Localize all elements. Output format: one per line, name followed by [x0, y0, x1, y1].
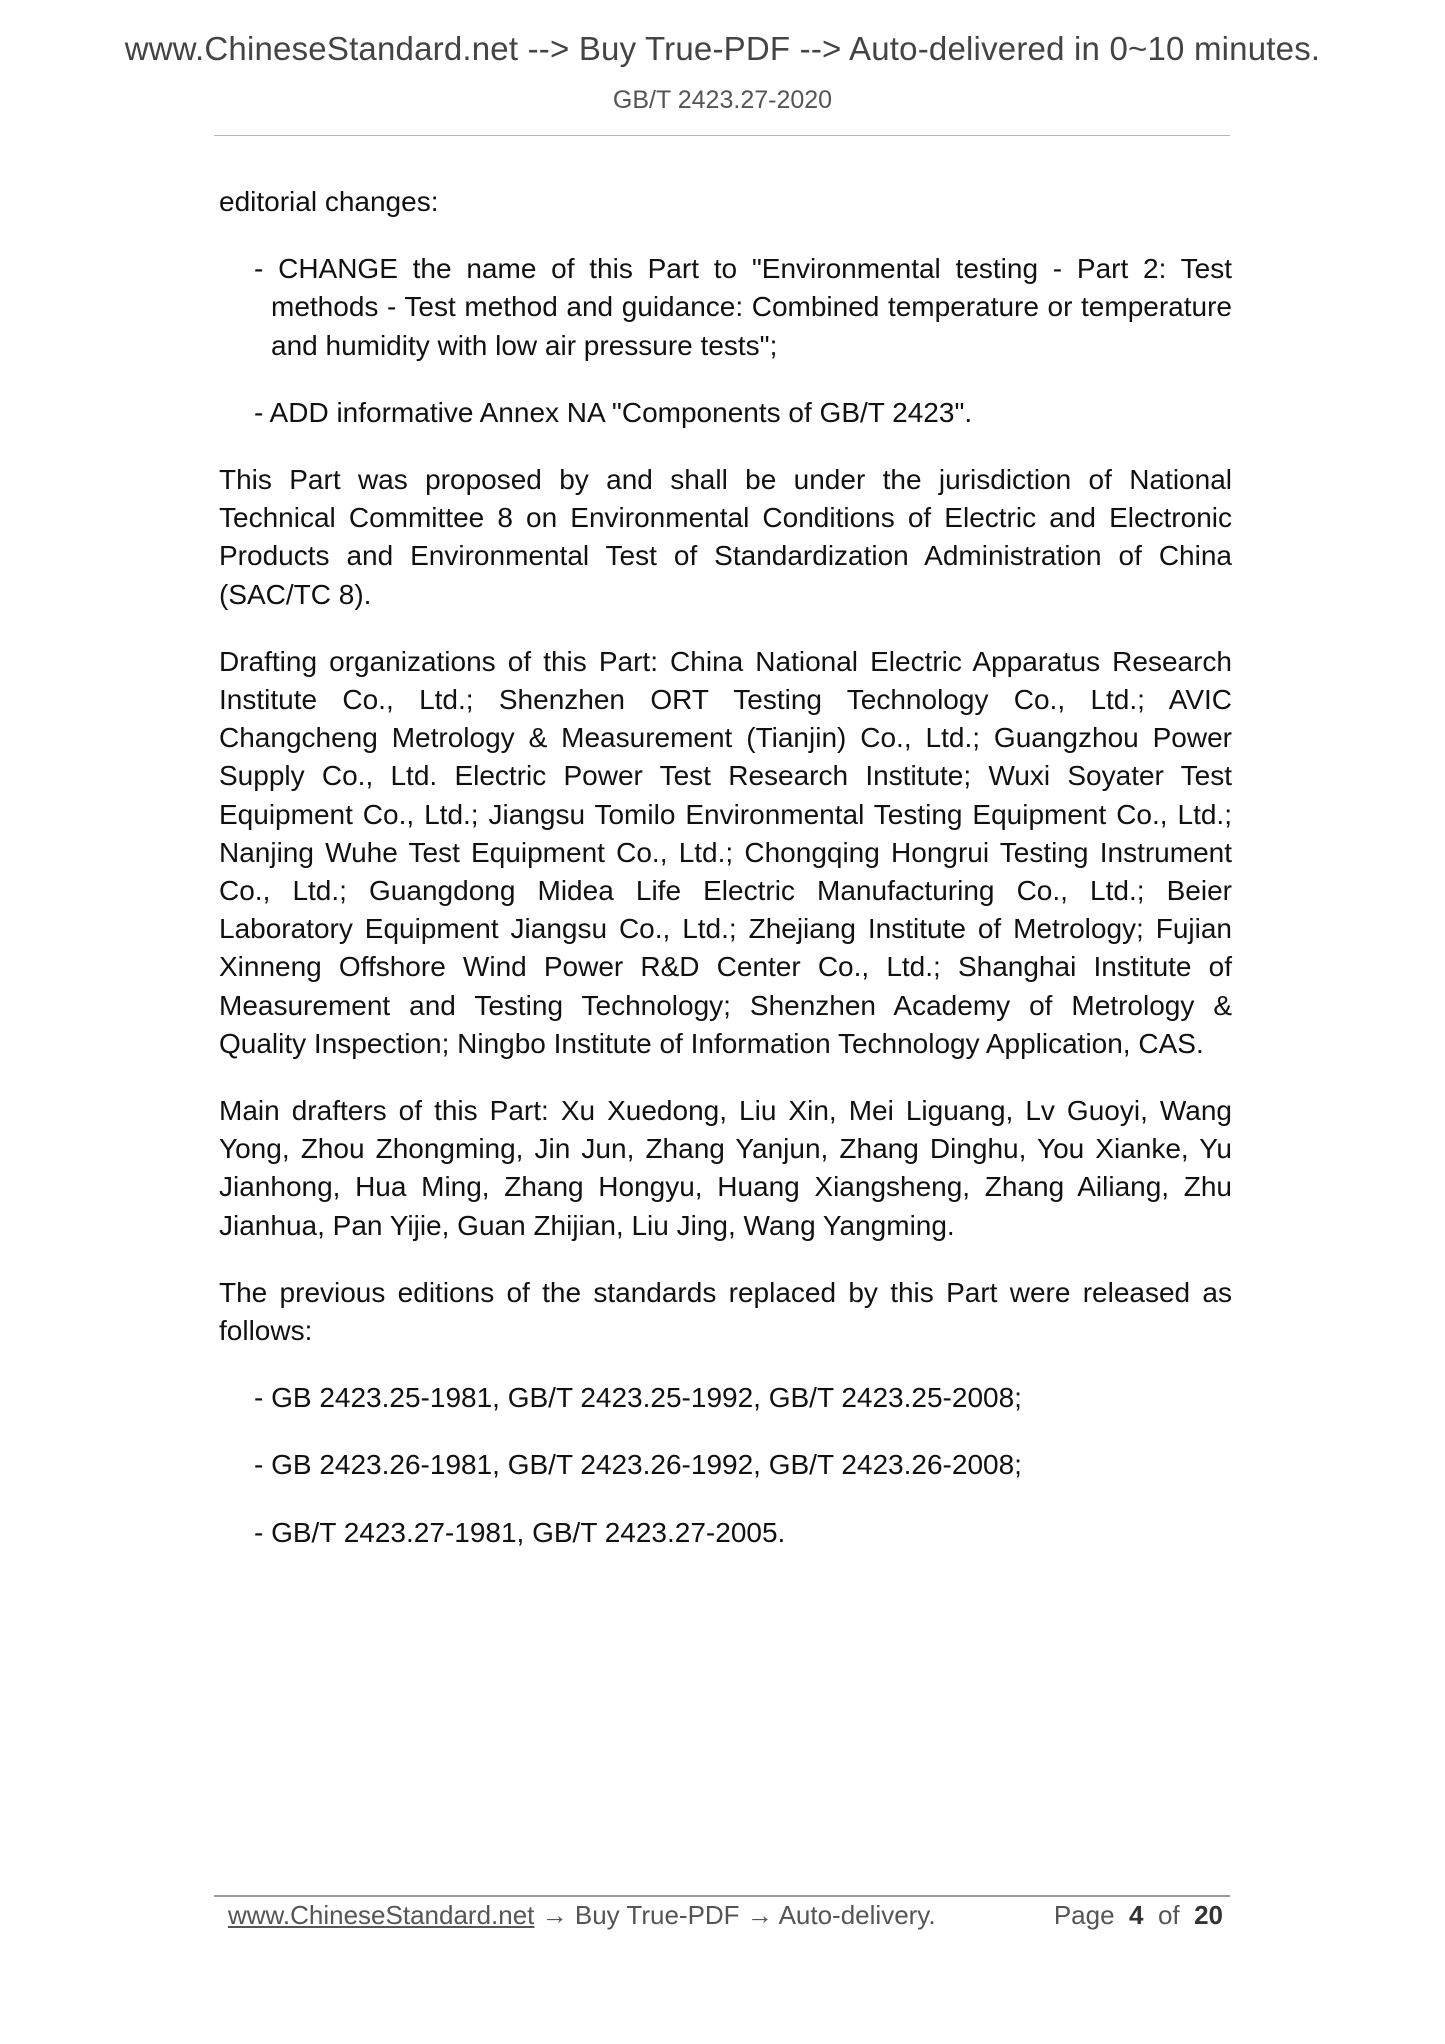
document-code: GB/T 2423.27-2020 — [612, 86, 833, 114]
document-body — [219, 183, 1232, 1581]
previous-edition-item: - GB 2423.25-1981, GB/T 2423.25-1992, GB/T 2423.25-2008; — [254, 1382, 1022, 1414]
previous-editions-intro: The previous editions of the standards replaced by this Part were released as follows: — [219, 1276, 1232, 1347]
previous-edition-item: - GB 2423.26-1981, GB/T 2423.26-1992, GB/T 2423.26-2008; — [254, 1449, 1022, 1481]
proposal-paragraph: This Part was proposed by and shall be under the jurisdiction of National Technical Committee 8 on Environmental Conditions of Electric and Electronic Products and Environmental Test of Standardization Administration of China (SAC/TC 8). — [219, 464, 1232, 610]
editorial-changes-intro: editorial changes: — [219, 186, 439, 217]
previous-edition-item: - GB/T 2423.27-1981, GB/T 2423.27-2005. — [254, 1516, 786, 1548]
change-item-add-annex: - ADD informative Annex NA "Components of GB/T 2423". — [254, 396, 973, 428]
footer-promo-text: → Buy True-PDF → Auto-delivery. — [534, 1900, 936, 1930]
page-total: 20 — [1194, 1900, 1223, 1930]
footer-site-link[interactable]: www.ChineseStandard.net — [228, 1900, 535, 1930]
page-number: 4 — [1129, 1900, 1144, 1930]
of-label: of — [1157, 1900, 1180, 1930]
change-item-rename: - CHANGE the name of this Part to "Environmental testing - Part 2: Test methods - Test method and guidance: Combined temperature or temperature and humidity with low air pressure tests"; — [254, 253, 1232, 361]
main-drafters-paragraph: Main drafters of this Part: Xu Xuedong, Liu Xin, Mei Liguang, Lv Guoyi, Wang Yong, Zhou Zhongming, Jin Jun, Zhang Yanjun, Zhang Dinghu, You Xianke, Yu Jianhong, Hua Ming, Zhang Hongyu, Huang Xiangsheng, Zhang Ailiang, Zhu Jianhua, Pan Yijie, Guan Zhijian, Liu Jing, Wang Yangming. — [219, 1095, 1232, 1241]
footer-divider — [214, 1895, 1230, 1897]
page-label: Page — [1053, 1900, 1115, 1930]
drafting-organizations-paragraph: Drafting organizations of this Part: China National Electric Apparatus Research Institute Co., Ltd.; Shenzhen ORT Testing Technology Co., Ltd.; AVIC Changcheng Metrology & Measurement (Tianjin) Co., Ltd.; Guangzhou Power Supply Co., Ltd. Electric Power Test Research Institute; Wuxi Soyater Test Equipment Co., Ltd.; Jiangsu Tomilo Environmental Testing Equipment Co., Ltd.; Nanjing Wuhe Test Equipment Co., Ltd.; Chongqing Hongrui Testing Instrument Co., Ltd.; Guangdong Midea Life Electric Manufacturing Co., Ltd.; Beier Laboratory Equipment Jiangsu Co., Ltd.; Zhejiang Institute of Metrology; Fujian Xinneng Offshore Wind Power R&D Center Co., Ltd.; Shanghai Institute of Measurement and Testing Technology; Shenzhen Academy of Metrology & Quality Inspection; Ningbo Institute of Information Technology Application, CAS. — [219, 645, 1232, 1059]
page-indicator — [1054, 1900, 1223, 1931]
footer-promo — [228, 1900, 936, 1931]
header-divider — [214, 135, 1230, 136]
top-banner: www.ChineseStandard.net --> Buy True-PDF --> Auto-delivered in 0~10 minutes. — [124, 30, 1321, 67]
